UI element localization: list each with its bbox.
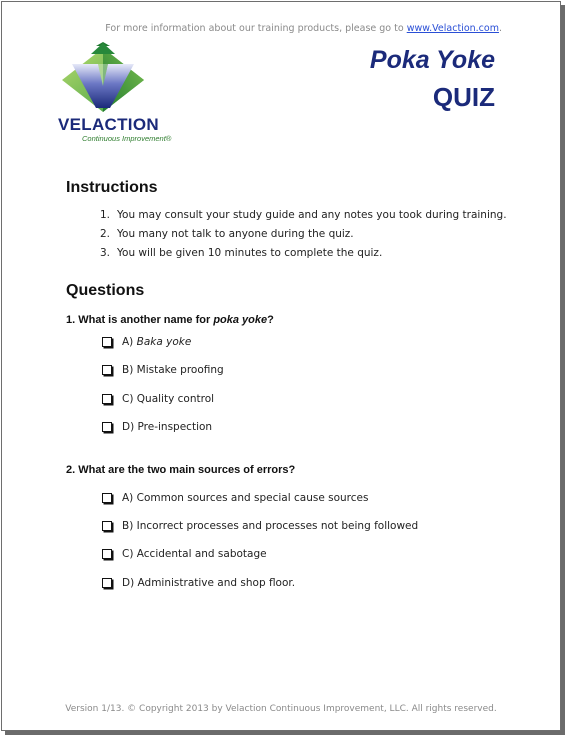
option-letter: D)	[122, 577, 135, 589]
instruction-item	[100, 228, 354, 240]
option-text: Accidental and sabotage	[136, 548, 267, 560]
option-text: Administrative and shop floor.	[137, 577, 296, 589]
checkbox[interactable]	[102, 365, 112, 375]
option-text: Quality control	[136, 393, 215, 405]
instruction-number: 3.	[100, 247, 111, 259]
answer-option[interactable]	[102, 492, 368, 504]
checkbox[interactable]	[102, 337, 112, 347]
logo-tagline: Continuous Improvement®	[82, 134, 172, 143]
option-text: Baka yoke	[136, 336, 192, 348]
website-link[interactable]: www.Velaction.com	[406, 23, 499, 34]
question-emphasis: poka yoke	[213, 314, 268, 326]
answer-option[interactable]	[102, 577, 295, 589]
copyright-footer: Version 1/13. © Copyright 2013 by Velaction Continuous Improvement, LLC. All rights reserved.	[65, 704, 497, 714]
checkbox[interactable]	[102, 493, 112, 503]
answer-option[interactable]	[102, 336, 191, 348]
option-text: Common sources and special cause sources	[136, 492, 369, 504]
option-text: Mistake proofing	[136, 364, 224, 376]
info-text: For more information about our training products, please go to	[105, 23, 407, 34]
answer-option[interactable]	[102, 520, 418, 532]
velaction-logo	[54, 42, 184, 146]
instruction-item	[100, 209, 507, 221]
option-letter: A)	[122, 336, 134, 348]
option-letter: D)	[122, 421, 135, 433]
question-suffix: ?	[267, 314, 274, 326]
checkbox[interactable]	[102, 578, 112, 588]
option-letter: B)	[122, 364, 134, 376]
checkbox[interactable]	[102, 422, 112, 432]
answer-option[interactable]	[102, 421, 212, 433]
checkbox[interactable]	[102, 549, 112, 559]
logo-wordmark: VELACTION	[58, 115, 159, 134]
instructions-heading: Instructions	[66, 179, 158, 196]
answer-option[interactable]	[102, 364, 224, 376]
instruction-number: 2.	[100, 228, 111, 240]
option-text: Incorrect processes and processes not being followed	[136, 520, 419, 532]
instruction-item	[100, 247, 382, 259]
question-2	[66, 464, 295, 476]
question-text: 2. What are the two main sources of errors?	[66, 464, 296, 476]
answer-option[interactable]	[102, 393, 214, 405]
info-period: .	[498, 23, 502, 34]
question-1	[66, 314, 274, 326]
instruction-text: You may consult your study guide and any notes you took during training.	[117, 209, 507, 221]
question-text: 1. What is another name for	[66, 314, 214, 326]
option-letter: A)	[122, 492, 134, 504]
instruction-text: You will be given 10 minutes to complete the quiz.	[117, 247, 383, 259]
answer-option[interactable]	[102, 548, 267, 560]
instruction-text: You many not talk to anyone during the quiz.	[117, 228, 354, 240]
page-title: Poka Yoke	[369, 46, 495, 74]
option-letter: B)	[122, 520, 134, 532]
page-subtitle: QUIZ	[432, 82, 495, 112]
option-text: Pre-inspection	[137, 421, 213, 433]
instruction-number: 1.	[100, 209, 111, 221]
logo-mark-icon	[58, 42, 148, 114]
checkbox[interactable]	[102, 521, 112, 531]
info-line	[105, 23, 502, 34]
questions-heading: Questions	[66, 282, 145, 299]
option-letter: C)	[122, 548, 134, 560]
checkbox[interactable]	[102, 394, 112, 404]
quiz-page	[1, 1, 561, 731]
option-letter: C)	[122, 393, 134, 405]
